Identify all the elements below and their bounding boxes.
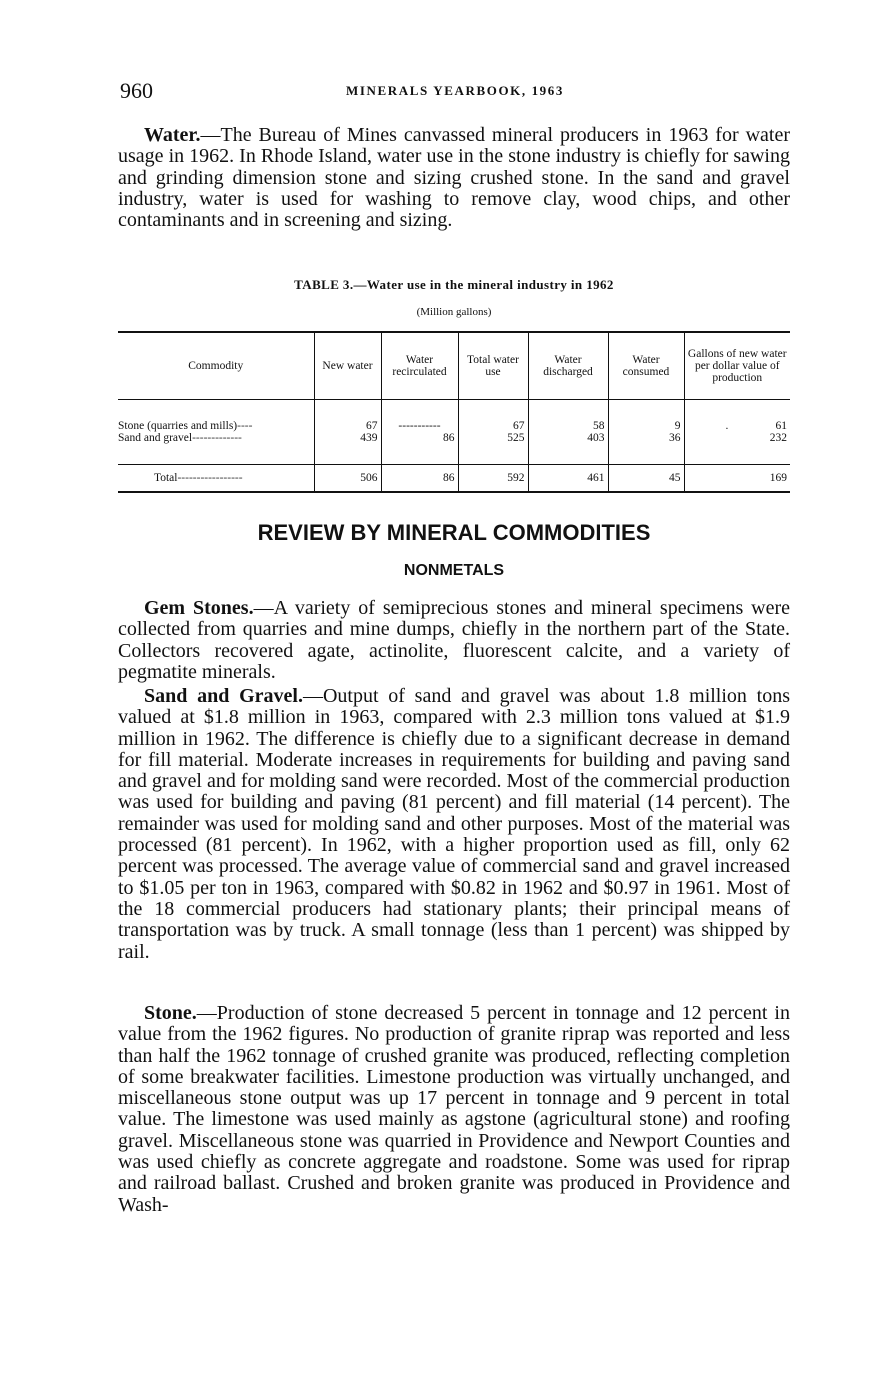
- table-cell: . 61: [684, 420, 790, 432]
- stone-heading: Stone.: [144, 1002, 197, 1024]
- dot-leader: -----------------: [177, 472, 243, 484]
- water-heading: Water.: [144, 124, 201, 146]
- column-header: Commodity: [118, 332, 314, 400]
- table-cell: 506: [314, 465, 381, 493]
- table-cell: 592: [458, 465, 528, 493]
- table-units: (Million gallons): [416, 306, 492, 318]
- page-number: 960: [120, 78, 153, 103]
- table-cell: 36: [608, 432, 684, 444]
- table-cell: 439: [314, 432, 381, 444]
- subsection-heading: NONMETALS: [403, 562, 505, 579]
- table-cell-commodity: Total-----------------: [118, 465, 314, 493]
- column-header: Water consumed: [608, 332, 684, 400]
- table-cell: 86: [381, 432, 458, 444]
- table-cell: 232: [684, 432, 790, 444]
- running-title: MINERALS YEARBOOK, 1963: [346, 83, 564, 98]
- table-cell: 67: [458, 420, 528, 432]
- table-cell: 169: [684, 465, 790, 493]
- table-spacer-row: [118, 400, 790, 421]
- table-cell: 525: [458, 432, 528, 444]
- dot-leader: -------------: [192, 432, 242, 444]
- table-total-row: [118, 465, 790, 493]
- table-spacer-row: [118, 444, 790, 465]
- dot-leader: ----: [237, 420, 253, 432]
- table-cell: 9: [608, 420, 684, 432]
- sand-gravel-text: —Output of sand and gravel was about 1.8 million tons valued at $1.8 million in 1963, compared with 2.3 million tons valued at $1.9 million in 1962. The difference is chiefly due to a significant decrease in demand for fill material. Moderate increases in requirements for building and paving sand and gravel and for molding sand were recorded. Most of the commercial production was used for building and paving (81 percent) and fill material (14 percent). The remainder was used for molding sand and other purposes. Most of the material was processed (81 percent). In 1962, with a higher proportion used as fill, only 62 percent was processed. The average value of commercial sand and gravel increased to $1.05 per ton in 1963, compared with $0.82 in 1962 and $0.97 in 1961. Most of the 18 commercial producers had stationary plants; their principal means of transportation was by truck. A small tonnage (less than 1 percent) was shipped by rail.: [118, 685, 791, 963]
- sand-gravel-paragraph: [118, 686, 790, 963]
- stone-text: —Production of stone decreased 5 percent in tonnage and 12 percent in value from the 1962 figures. No production of granite riprap was reported and less than half the 1962 tonnage of crushed granite was produced, reflecting completion of some breakwater facilities. Limestone production was virtually unchanged, and miscellaneous stone output was up 17 percent in tonnage and 9 percent in total value. The limestone was used mainly as agstone (agricultural stone) and roofing gravel. Miscellaneous stone was quarried in Providence and Newport Counties and was used chiefly as concrete aggregate and roadstone. Some was used for riprap and railroad ballast. Crushed and broken granite was produced in Providence and Wash-: [118, 1002, 790, 1216]
- table-cell: 403: [528, 432, 608, 444]
- water-text: —The Bureau of Mines canvassed mineral producers in 1963 for water usage in 1962. In Rhode Island, water use in the stone industry is chiefly for sawing and grinding dimension stone and sizing crushed stone. In the sand and gravel industry, water is used for washing to remove clay, wood chips, and other contaminants and in screening and sizing.: [118, 124, 790, 232]
- section-heading: REVIEW BY MINERAL COMMODITIES: [257, 520, 651, 545]
- column-header: Water recirculated: [381, 332, 458, 400]
- column-header: Water discharged: [528, 332, 608, 400]
- table-cell: 86: [381, 465, 458, 493]
- table-cell: 45: [608, 465, 684, 493]
- stray-dot: .: [725, 420, 729, 432]
- column-header: Gallons of new water per dollar value of production: [684, 332, 790, 400]
- water-paragraph: [118, 125, 790, 231]
- gem-stones-heading: Gem Stones.: [144, 597, 254, 619]
- table-row: [118, 420, 790, 432]
- gem-stones-paragraph: [118, 598, 790, 683]
- table-header-row: [118, 332, 790, 400]
- column-header: New water: [314, 332, 381, 400]
- table-cell: -----------: [381, 420, 458, 432]
- table-row: [118, 432, 790, 444]
- table-cell-commodity: Sand and gravel-------------: [118, 432, 242, 444]
- table-cell: 461: [528, 465, 608, 493]
- table-cell: 58: [528, 420, 608, 432]
- table-title: TABLE 3.—Water use in the mineral industry in 1962: [294, 277, 614, 292]
- table-cell-commodity: Stone (quarries and mills)----: [118, 420, 253, 432]
- running-head: [120, 78, 790, 106]
- gem-stones-text: —A variety of semiprecious stones and mineral specimens were collected from quarries and mine dumps, chiefly in the northern part of the State. Collectors recovered agate, actinolite, fluorescent calcite, and a variety of pegmatite minerals.: [118, 597, 790, 683]
- stone-paragraph: [118, 1003, 790, 1216]
- sand-gravel-heading: Sand and Gravel.: [144, 685, 303, 707]
- table-cell: 67: [314, 420, 381, 432]
- water-use-table: [118, 331, 790, 493]
- column-header: Total water use: [458, 332, 528, 400]
